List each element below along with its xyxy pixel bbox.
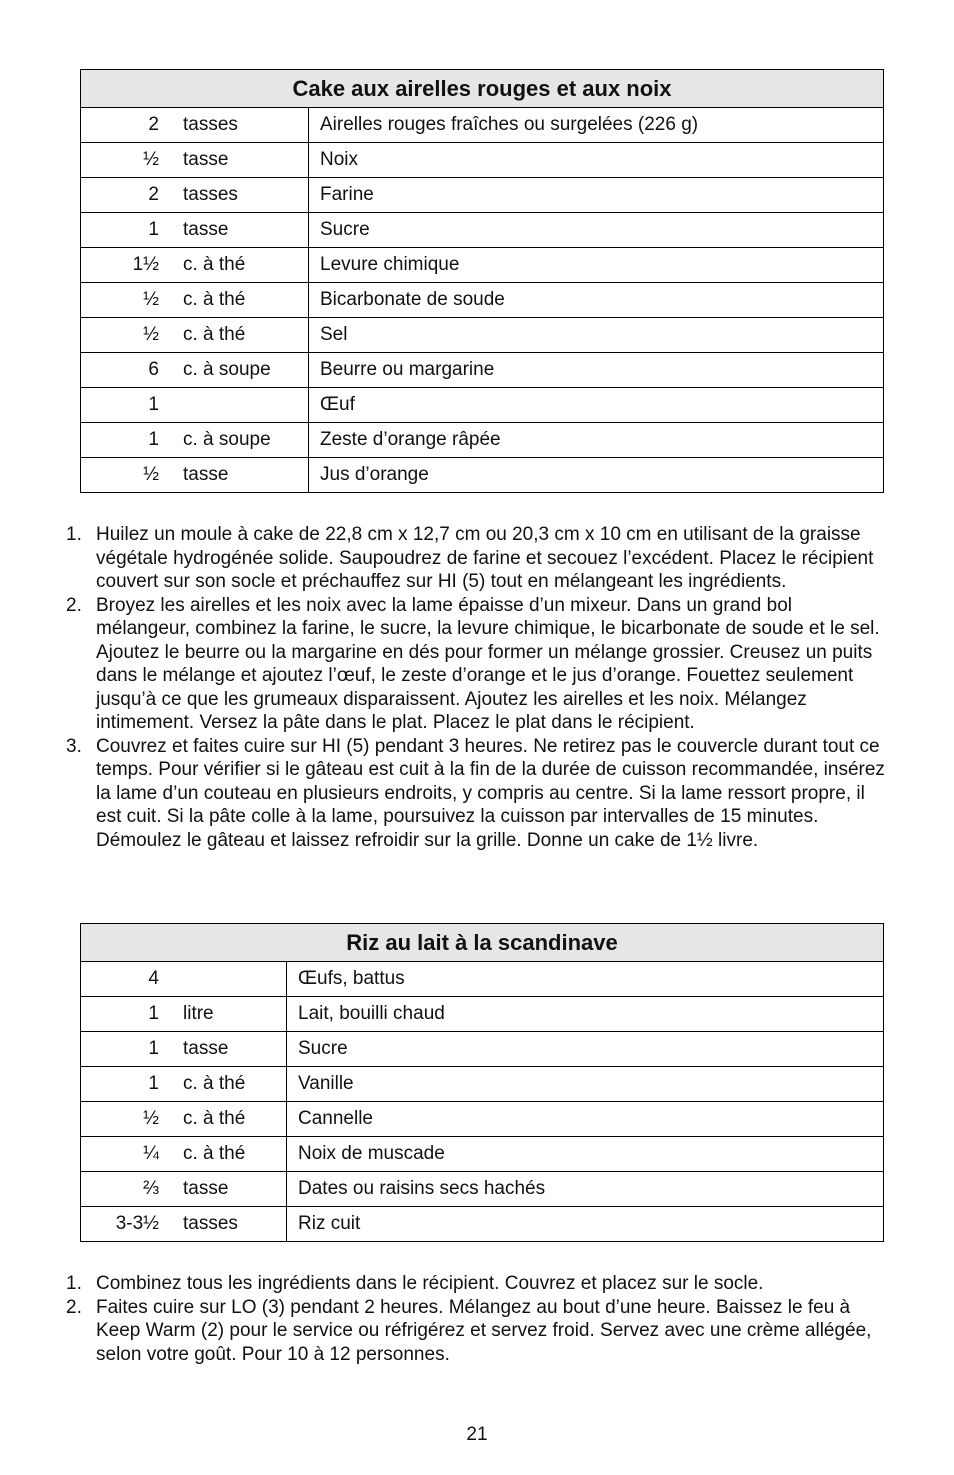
ingredient-unit: c. à thé [183,324,246,345]
ingredient-name: Sel [309,318,884,353]
recipe1-title: Cake aux airelles rouges et aux noix [81,70,884,108]
ingredient-unit: tasse [183,1178,229,1199]
recipe1-ingredients-table [80,69,884,493]
ingredient-qty: 4 [148,968,159,989]
ingredient-row [81,178,884,213]
ingredient-row [81,353,884,388]
ingredient-name: Lait, bouilli chaud [287,997,884,1032]
ingredient-row [81,213,884,248]
ingredient-amount [81,423,309,458]
ingredient-qty: ⅔ [143,1178,159,1199]
ingredient-row [81,997,884,1032]
ingredient-amount [81,962,287,997]
ingredient-row [81,388,884,423]
ingredient-qty: ½ [143,289,159,310]
step-item [66,1296,886,1367]
step-number: 2. [66,1296,82,1318]
ingredient-name: Farine [309,178,884,213]
step-text: Huilez un moule à cake de 22,8 cm x 12,7 cm ou 20,3 cm x 10 cm en utilisant de la graisse végétale hydrogénée solide. Saupoudrez de farine et secouez l’excédent. Placez le récipient couvert sur son socle et préchauffez sur HI (5) tout en mélangeant les ingrédients. [96,524,874,592]
ingredient-name: Levure chimique [309,248,884,283]
ingredient-unit: c. à thé [183,1108,246,1129]
ingredient-qty: 1 [148,1038,159,1059]
ingredient-unit: c. à thé [183,254,246,275]
ingredient-name: Dates ou raisins secs hachés [287,1172,884,1207]
ingredient-qty: ¼ [143,1143,159,1164]
ingredient-amount [81,997,287,1032]
ingredient-amount [81,458,309,493]
ingredient-qty: 1 [148,394,159,415]
ingredient-unit: tasses [183,184,238,205]
ingredient-row [81,423,884,458]
ingredient-qty: ½ [143,1108,159,1129]
ingredient-name: Beurre ou margarine [309,353,884,388]
page-number: 21 [466,1424,488,1445]
ingredient-amount [81,178,309,213]
ingredient-row [81,248,884,283]
recipe2-ingredients-table [80,923,884,1242]
ingredient-qty: ½ [143,464,159,485]
ingredient-qty: 1 [148,1073,159,1094]
step-item [66,735,886,853]
ingredient-row [81,108,884,143]
ingredient-amount [81,1207,287,1242]
step-text: Couvrez et faites cuire sur HI (5) pendant 3 heures. Ne retirez pas le couvercle durant tout ce temps. Pour vérifier si le gâteau est cuit à la fin de la durée de cuisson recommandée, insérez la lame d’un couteau en plusieurs endroits, y compris au centre. Si la lame ressort propre, il est cuit. Si la pâte colle à la lame, poursuivez la cuisson par intervalles de 15 minutes. Démoulez le gâteau et laissez refroidir sur la grille. Donne un cake de 1½ livre. [96,735,885,851]
ingredient-name: Sucre [287,1032,884,1067]
ingredient-amount [81,143,309,178]
ingredient-qty: 1 [148,1003,159,1024]
ingredient-qty: 3-3½ [115,1213,159,1234]
ingredient-qty: 2 [148,184,159,205]
ingredient-qty: 2 [148,114,159,135]
ingredient-amount [81,108,309,143]
step-item [66,1272,886,1296]
ingredient-row [81,962,884,997]
step-number: 3. [66,735,82,757]
ingredient-qty: 1 [148,219,159,240]
step-number: 1. [66,524,82,545]
recipe2-steps [66,1272,886,1366]
ingredient-amount [81,1172,287,1207]
ingredient-amount [81,1102,287,1137]
ingredient-row [81,143,884,178]
step-number: 1. [66,1273,82,1294]
ingredient-qty: ½ [143,324,159,345]
step-text: Faites cuire sur LO (3) pendant 2 heures. Mélangez au bout d’une heure. Baissez le feu à Keep Warm (2) pour le service ou réfrigérez et servez froid. Servez avec une crème allégée, selon votre goût. Pour 10 à 12 personnes. [96,1296,872,1365]
ingredient-row [81,1172,884,1207]
ingredient-unit: tasse [183,149,229,170]
ingredient-row [81,1102,884,1137]
ingredient-name: Sucre [309,213,884,248]
ingredient-unit: litre [183,1003,214,1024]
ingredient-name: Riz cuit [287,1207,884,1242]
ingredient-unit: tasse [183,219,229,240]
ingredient-row [81,1137,884,1172]
ingredient-name: Jus d’orange [309,458,884,493]
ingredient-unit: tasse [183,1038,229,1059]
ingredient-amount [81,1137,287,1172]
ingredient-amount [81,1067,287,1102]
ingredient-name: Œuf [309,388,884,423]
step-text: Combinez tous les ingrédients dans le récipient. Couvrez et placez sur le socle. [96,1273,764,1294]
recipe2-title: Riz au lait à la scandinave [81,924,884,962]
ingredient-unit: c. à thé [183,289,246,310]
ingredient-name: Zeste d’orange râpée [309,423,884,458]
ingredient-amount [81,283,309,318]
ingredient-row [81,1067,884,1102]
ingredient-name: Œufs, battus [287,962,884,997]
ingredient-amount [81,213,309,248]
ingredient-name: Vanille [287,1067,884,1102]
ingredient-unit: tasse [183,464,229,485]
ingredient-qty: 6 [148,359,159,380]
ingredient-row [81,283,884,318]
recipe1-steps [66,523,886,852]
ingredient-unit: c. à soupe [183,429,271,450]
step-item [66,594,886,735]
step-number: 2. [66,594,82,616]
ingredient-name: Bicarbonate de soude [309,283,884,318]
ingredient-amount [81,353,309,388]
ingredient-unit: c. à thé [183,1073,246,1094]
ingredient-name: Noix de muscade [287,1137,884,1172]
step-text: Broyez les airelles et les noix avec la lame épaisse d’un mixeur. Dans un grand bol mélangeur, combinez la farine, le sucre, la levure chimique, le bicarbonate de soude et le sel. Ajoutez le beurre ou la margarine en dés pour former un mélange grossier. Creusez un puits dans le mélange et ajoutez l’œuf, le zeste d’orange et le jus d’orange. Fouettez seulement jusqu’à ce que les grumeaux disparaissent. Ajoutez les airelles et les noix. Mélangez intimement. Versez la pâte dans le plat. Placez le plat dans le récipient. [96,594,880,733]
ingredient-amount [81,248,309,283]
ingredient-row [81,458,884,493]
ingredient-unit: tasses [183,114,238,135]
ingredient-qty: 1½ [132,254,159,275]
ingredient-amount [81,318,309,353]
ingredient-amount [81,388,309,423]
ingredient-qty: 1 [148,429,159,450]
step-item [66,523,886,594]
ingredient-row [81,1032,884,1067]
ingredient-row [81,1207,884,1242]
ingredient-name: Noix [309,143,884,178]
ingredient-amount [81,1032,287,1067]
ingredient-name: Cannelle [287,1102,884,1137]
ingredient-name: Airelles rouges fraîches ou surgelées (226 g) [309,108,884,143]
ingredient-unit: c. à soupe [183,359,271,380]
ingredient-unit: tasses [183,1213,238,1234]
ingredient-unit: c. à thé [183,1143,246,1164]
ingredient-row [81,318,884,353]
ingredient-qty: ½ [143,149,159,170]
